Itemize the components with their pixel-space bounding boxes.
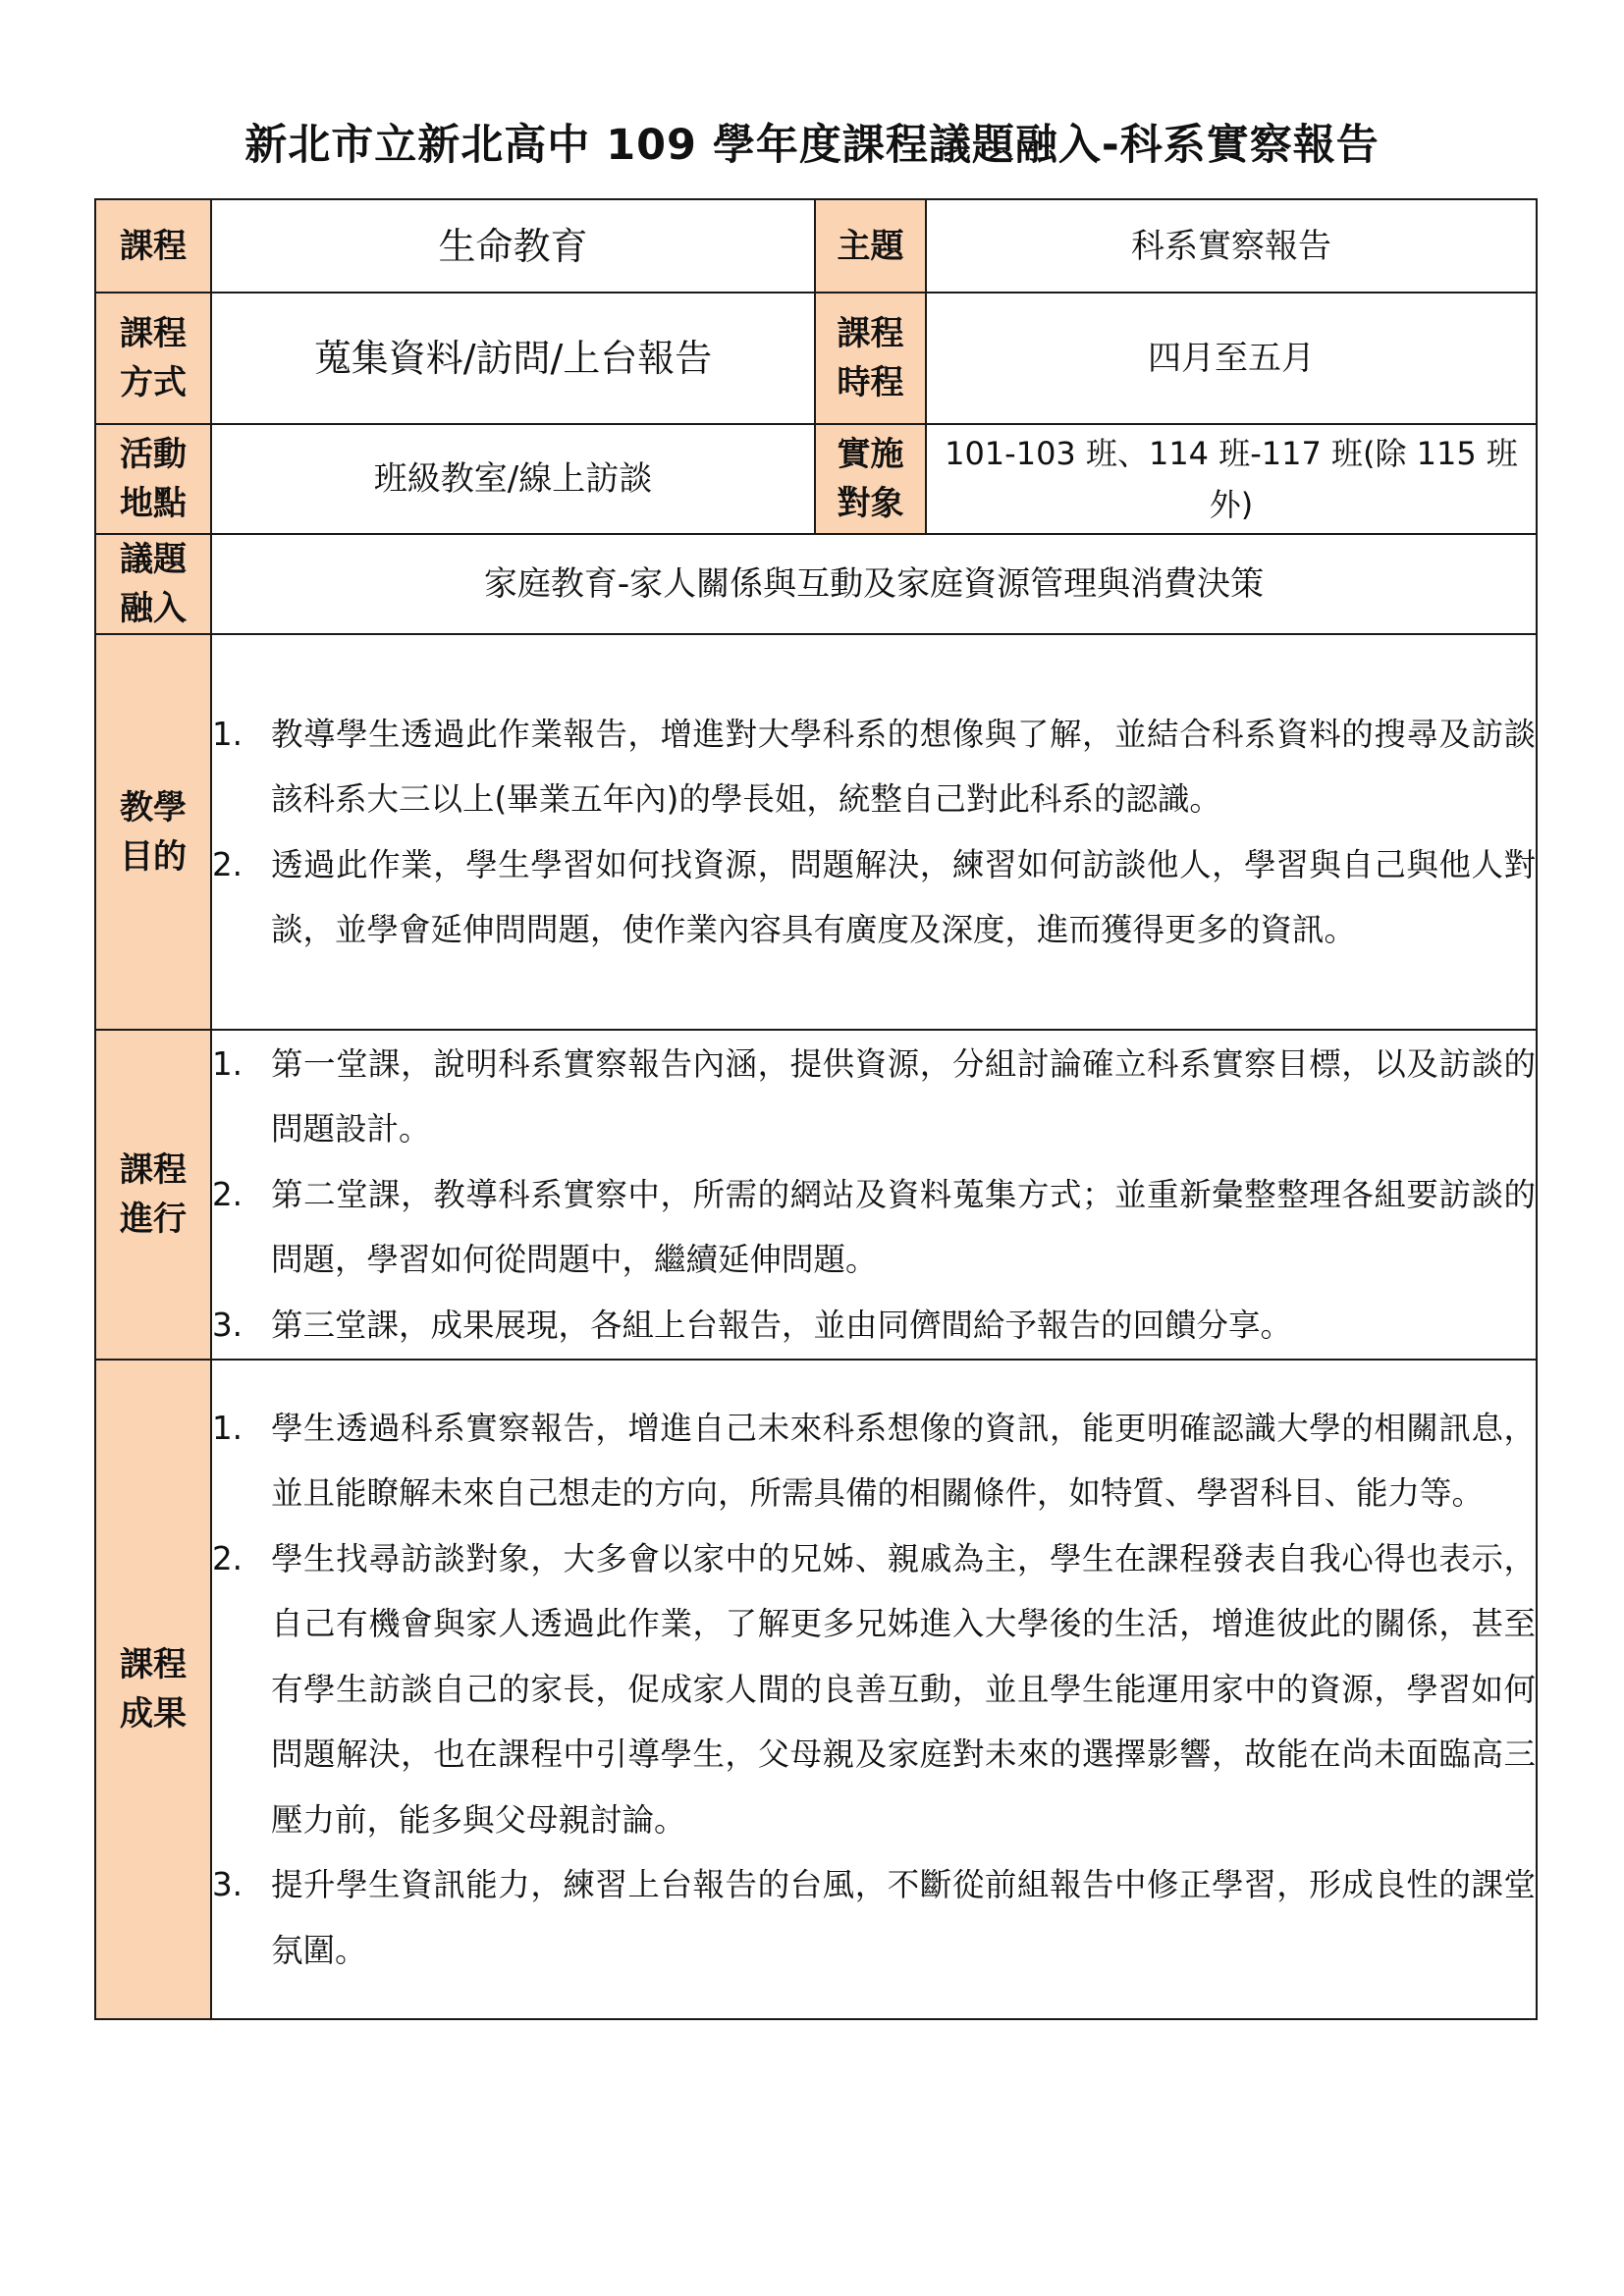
process-label-line2: 進行	[120, 1200, 187, 1239]
results-label-line1: 課程	[120, 1645, 187, 1684]
list-item	[212, 1526, 1536, 1853]
theme-value: 科系實察報告	[926, 199, 1537, 293]
list-item-text: 教導學生透過此作業報告，增進對大學科系的想像與了解，並結合科系資料的搜尋及訪談該科系大三以上(畢業五年內)的學長姐，統整自己對此科系的認識。	[271, 715, 1536, 818]
issue-label-line1: 議題	[120, 540, 187, 579]
target-label-line1: 實施	[837, 435, 904, 474]
theme-label	[815, 199, 926, 293]
issue-label	[95, 534, 211, 634]
row-results	[95, 1360, 1537, 2019]
row-location	[95, 424, 1537, 534]
list-item-text: 提升學生資訊能力，練習上台報告的台風，不斷從前組報告中修正學習，形成良性的課堂氛圍。	[271, 1866, 1536, 1969]
location-label	[95, 424, 211, 534]
issue-label-line2: 融入	[120, 589, 187, 628]
method-label	[95, 293, 211, 424]
list-item-text: 第三堂課，成果展現，各組上台報告，並由同儕間給予報告的回饋分享。	[271, 1306, 1293, 1344]
target-label-line2: 對象	[837, 484, 904, 523]
list-item-number: 2.	[212, 1539, 244, 1577]
target-label	[815, 424, 926, 534]
list-item-number: 1.	[212, 1409, 244, 1447]
list-item-text: 學生找尋訪談對象，大多會以家中的兄姊、親戚為主，學生在課程發表自我心得也表示，自己有機會與家人透過此作業，了解更多兄姊進入大學後的生活，增進彼此的關係，甚至有學生訪談自己的家長，促成家人間的良善互動，並且學生能運用家中的資源，學習如何問題解決，也在課程中引導學生，父母親及家庭對未來的選擇影響，故能在尚未面臨高三壓力前，能多與父母親討論。	[271, 1539, 1536, 1839]
course-label	[95, 199, 211, 293]
row-issue	[95, 534, 1537, 634]
row-process	[95, 1030, 1537, 1360]
list-item	[212, 1162, 1536, 1293]
list-item	[212, 1852, 1536, 1983]
list-item-number: 3.	[212, 1866, 244, 1904]
list-item	[212, 832, 1536, 963]
list-item-number: 3.	[212, 1306, 244, 1344]
list-item-text: 透過此作業，學生學習如何找資源，問題解決，練習如何訪談他人，學習與自己與他人對談，並學會延伸問問題，使作業內容具有廣度及深度，進而獲得更多的資訊。	[271, 845, 1536, 948]
process-list	[212, 1032, 1536, 1359]
target-value: 101-103 班、114 班-117 班(除 115 班外)	[926, 424, 1537, 534]
report-table	[94, 198, 1538, 2020]
theme-label-text: 主題	[837, 226, 904, 266]
row-method	[95, 293, 1537, 424]
page-title: 新北市立新北高中 109 學年度課程議題融入-科系實察報告	[244, 121, 1380, 170]
process-label-line1: 課程	[120, 1150, 187, 1190]
objectives-label-line2: 目的	[120, 836, 187, 877]
schedule-label-line1: 課程	[837, 314, 904, 353]
list-item-text: 第一堂課，說明科系實察報告內涵，提供資源，分組討論確立科系實察目標，以及訪談的問題設計。	[271, 1044, 1536, 1148]
process-label	[95, 1030, 211, 1360]
list-item	[212, 1032, 1536, 1162]
objectives-label-line1: 教學	[120, 787, 187, 828]
issue-value: 家庭教育-家人關係與互動及家庭資源管理與消費決策	[211, 534, 1537, 634]
location-label-line1: 活動	[120, 435, 187, 474]
list-item-number: 1.	[212, 715, 244, 753]
objectives-label	[95, 634, 211, 1030]
list-item-number: 1.	[212, 1044, 244, 1083]
objectives-list	[212, 702, 1536, 963]
course-label-text: 課程	[120, 226, 187, 266]
method-label-line2: 方式	[120, 363, 187, 402]
method-label-line1: 課程	[120, 314, 187, 353]
results-label	[95, 1360, 211, 2019]
list-item-text: 第二堂課，教導科系實察中，所需的網站及資料蒐集方式；並重新彙整整理各組要訪談的問題，學習如何從問題中，繼續延伸問題。	[271, 1175, 1536, 1279]
location-label-line2: 地點	[120, 484, 187, 523]
schedule-value: 四月至五月	[926, 293, 1537, 424]
method-value: 蒐集資料/訪問/上台報告	[211, 293, 815, 424]
objectives-content	[211, 634, 1537, 1030]
schedule-label-line2: 時程	[837, 363, 904, 402]
list-item-text: 學生透過科系實察報告，增進自己未來科系想像的資訊，能更明確認識大學的相關訊息，並且能瞭解未來自己想走的方向，所需具備的相關條件，如特質、學習科目、能力等。	[271, 1409, 1536, 1513]
results-content	[211, 1360, 1537, 2019]
row-objectives	[95, 634, 1537, 1030]
list-item-number: 2.	[212, 845, 244, 883]
location-value: 班級教室/線上訪談	[211, 424, 815, 534]
list-item-number: 2.	[212, 1175, 244, 1213]
list-item	[212, 1396, 1536, 1526]
results-list	[212, 1396, 1536, 1984]
row-course	[95, 199, 1537, 293]
process-content	[211, 1030, 1537, 1360]
course-value: 生命教育	[211, 199, 815, 293]
list-item	[212, 702, 1536, 832]
schedule-label	[815, 293, 926, 424]
list-item	[212, 1293, 1536, 1359]
results-label-line2: 成果	[120, 1694, 187, 1734]
